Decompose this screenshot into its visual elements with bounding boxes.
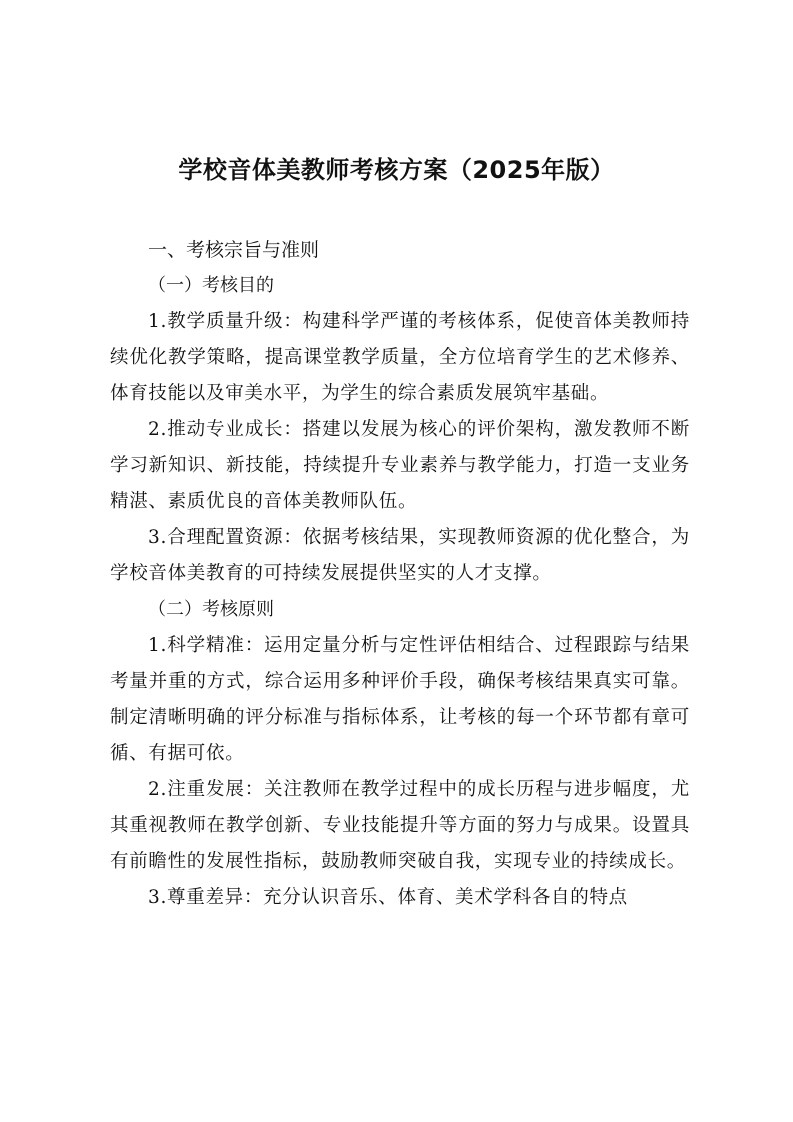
document-body: [110, 232, 690, 916]
paragraph-development-focus: 2.注重发展：关注教师在教学过程中的成长历程与进步幅度，尤其重视教师在教学创新、专业技能提升等方面的努力与成果。设置具有前瞻性的发展性指标，鼓励教师突破自我，实现专业的持续成长。: [110, 779, 690, 872]
section-heading: 一、考核宗旨与准则: [148, 239, 320, 261]
paragraph-resource-allocation: 3.合理配置资源：依据考核结果，实现教师资源的优化整合，为学校音体美教育的可持续发展提供坚实的人才支撑。: [110, 527, 690, 584]
paragraph-scientific-precision: 1.科学精准：运用定量分析与定性评估相结合、过程跟踪与结果考量并重的方式，综合运用多种评价手段，确保考核结果真实可靠。制定清晰明确的评分标准与指标体系，让考核的每一个环节都有章可循、有据可依。: [110, 635, 690, 764]
paragraph-professional-growth: 2.推动专业成长：搭建以发展为核心的评价架构，激发教师不断学习新知识、新技能，持续提升专业素养与教学能力，打造一支业务精湛、素质优良的音体美教师队伍。: [110, 419, 690, 512]
paragraph-respect-differences: 3.尊重差异：充分认识音乐、体育、美术学科各自的特点: [148, 887, 628, 908]
document-title: 学校音体美教师考核方案（2025年版）: [178, 156, 615, 184]
subsection-heading-purpose: （一）考核目的: [148, 275, 274, 296]
subsection-heading-principles: （二）考核原则: [148, 599, 274, 620]
paragraph-teaching-quality: 1.教学质量升级：构建科学严谨的考核体系，促使音体美教师持续优化教学策略，提高课堂教学质量，全方位培育学生的艺术修养、体育技能以及审美水平，为学生的综合素质发展筑牢基础。: [110, 311, 690, 404]
